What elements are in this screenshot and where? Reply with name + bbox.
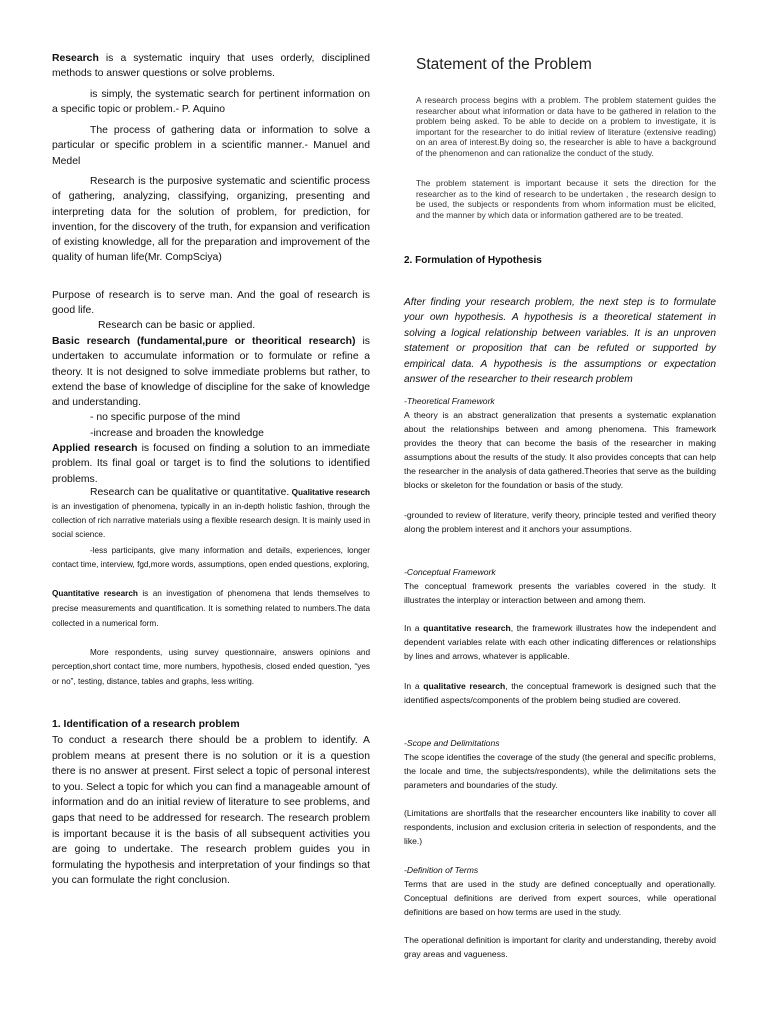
section-2-body: After finding your research problem, the next step is to formulate your own hypothesis. A hypothesis is a theoretical statement in solving a logical relationship between variables. It is an unproven statement or proposition that can be refuted or supported by empirical data. A hypothesis is the assumptions or expectation answer of the researcher to their research problem (404, 297, 716, 386)
limitations-note: (Limitations are shortfalls that the researcher encounters like inability to cover all respondents, inclusion and exclusion criteria in selection of respondents, and the like.) (404, 808, 716, 847)
basic-bullet-2: -increase and broaden the knowledge (90, 428, 264, 439)
scope-delimitations-body: The scope identifies the coverage of the study (the general and specific problems, the locale and time, the subjects/respondents), while the delimitations sets the parameters and boundaries of the study. (404, 752, 716, 791)
qualitative-characteristics: -less participants, give many information and details, experiences, longer contact time, interview, fgd,more words, assumptions, open ended questions, exploring, (52, 546, 370, 570)
conceptual-framework-body: The conceptual framework presents the variables covered in the study. It illustrates the interplay or interaction between and among them. (404, 581, 716, 606)
section-1-body: To conduct a research there should be a problem to identify. A problem means at present there is no solution or it is a question there is no answer at present. First select a topic of personal interest to you. Select a topic for which you can find a manageable amount of information and do an initial review of literature to see problems, and gaps that need to be addressed for research. The research problem is important because it is the basis of all subsequent activities you are going to undertake. The research problem guides you in formulating the hypothesis and interpretation of your findings so that you can formulate the right conclusion. (52, 735, 370, 887)
purpose-paragraph: Purpose of research is to serve man. And the goal of research is good life. (52, 290, 370, 317)
quantitative-paragraph: Quantitative research is an investigation of phenomena that lends themselves to precise measurements and quantification. It is something related to numbers.The data collected in a numerical form. (52, 589, 370, 629)
scope-delimitations-heading: -Scope and Delimitations (404, 738, 500, 748)
basic-or-applied-line: Research can be basic or applied. (98, 320, 256, 331)
operational-definition-note: The operational definition is important for clarity and understanding, thereby avoid gray areas and vagueness. (404, 935, 716, 960)
theoretical-framework-note: -grounded to review of literature, verify theory, principle tested and verified theory along the problem interest and it anchors your assumptions. (404, 510, 716, 535)
section-1-heading: 1. Identification of a research problem (52, 719, 240, 730)
statement-of-problem-title: Statement of the Problem (416, 56, 592, 73)
conceptual-framework-heading: -Conceptual Framework (404, 567, 496, 577)
aquino-definition: is simply, the systematic search for pertinent information on a specific topic or problem.- P. Aquino (52, 89, 370, 116)
basic-bullet-1: - no specific purpose of the mind (90, 412, 241, 423)
conceptual-quantitative: In a quantitative research, the framework illustrates how the independent and dependent variables relate with each other indicating differences or relationships by lines and arrows, whatever is applicable. (404, 623, 716, 662)
basic-research-paragraph: Basic research (fundamental,pure or theoritical research) is undertaken to accumulate information or to formulate or refine a theory. It is not designed to solve immediate problems but rather, to extend the base of knowledge of discipline for the sake of knowledge and understanding. (52, 336, 370, 409)
conceptual-qualitative: In a qualitative research, the conceptual framework is designed such that the identified aspects/components of the problem being studied are covered. (404, 681, 716, 706)
theoretical-framework-body: A theory is an abstract generalization that presents a systematic explanation about the relationships between and among phenomena. This framework provides the theory that can become the basis of the researcher in making assumptions about the results of the study. It also provides concepts that can help the researcher in the analysis of data gathered.Theories that serve as the building blocks or skeleton for the foundation or basis of the study. (404, 410, 716, 491)
research-definition: Research is a systematic inquiry that uses orderly, disciplined methods to answer questions or solve problems. (52, 53, 370, 80)
manuel-medel-definition: The process of gathering data or information to solve a particular or specific problem in a scientific manner.- Manuel and Medel (52, 125, 370, 167)
section-2-heading: 2. Formulation of Hypothesis (404, 255, 542, 266)
qualitative-paragraph: Research can be qualitative or quantitative. Qualitative research is an investigation of phenomena, typically in an in-depth holistic fashion, through the collection of rich narrative materials using a flexible research design. It is mainly used in social science. (52, 487, 370, 539)
applied-research-paragraph: Applied research is focused on finding a solution to an immediate problem. Its final goal or target is to find the solutions to identified problems. (52, 443, 370, 485)
sop-paragraph-2: The problem statement is important because it sets the direction for the researcher as to the kind of research to be undertaken , the research design to be used, the subjects or respondents from whom information must be elicited, and the manner by which data or information gathered are to be treated. (416, 178, 716, 220)
sop-paragraph-1: A research process begins with a problem. The problem statement guides the researcher about what information or data have to be gathered in relation to the problem being asked. To be able to decide on a problem to investigate, it is important for the researcher to do initial review of literature (extensive reading) on an area of interest.By doing so, the researcher is able to have a background of the phenomenon and can rationalize the conduct of the study. (416, 95, 716, 158)
quantitative-characteristics: More respondents, using survey questionnaire, answers opinions and perception,short contact time, more numbers, hypothesis, closed ended question, “yes or no”, testing, distance, tables and graphs, less writing. (52, 648, 370, 686)
theoretical-framework-heading: -Theoretical Framework (404, 396, 495, 406)
definition-of-terms-body: Terms that are used in the study are defined conceptually and operationally. Conceptual definitions are derived from expert sources, while operational definitions are based on how terms are used in the study. (404, 879, 716, 918)
definition-of-terms-heading: -Definition of Terms (404, 865, 479, 875)
compsciya-definition: Research is the purposive systematic and scientific process of gathering, analyzing, classifying, organizing, presenting and interpreting data for the solution of problem, for prediction, for invention, for the discovery of the truth, for expansion and verification of existing knowledge, all for the preparation and improvement of the quality of human life(Mr. CompSciya) (52, 176, 370, 264)
